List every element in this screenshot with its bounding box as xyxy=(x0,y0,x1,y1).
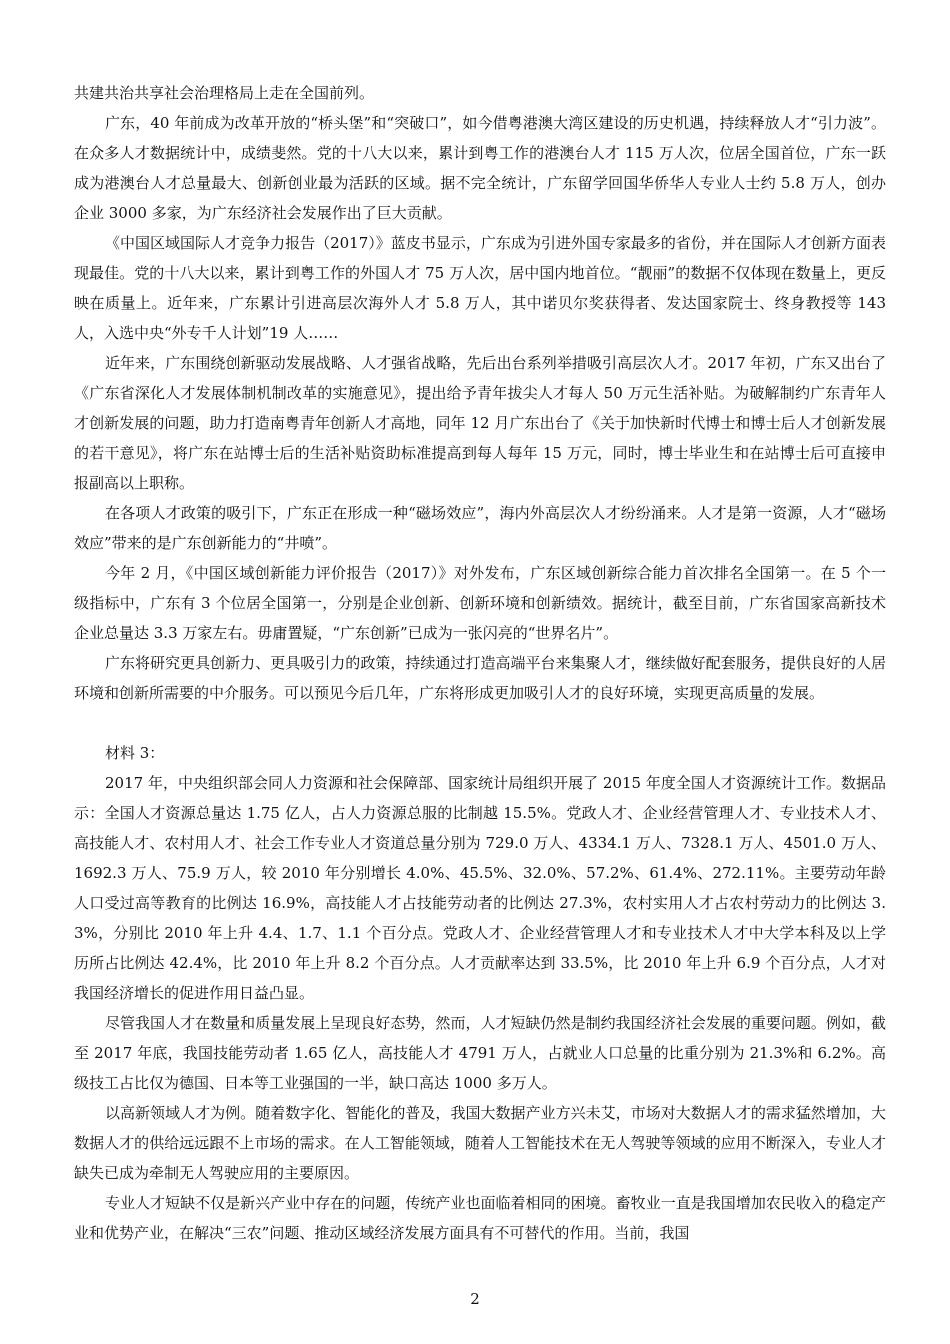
paragraph: 近年来，广东围绕创新驱动发展战略、人才强省战略，先后出台系列举措吸引高层次人才。2017 年初，广东又出台了《广东省深化人才发展体制机制改革的实施意见》，提出给予青年拔尖人才每人 50 万元生活补贴。为破解制约广东青年人才创新发展的问题，助力打造南粤青年创新人才高地，同年 12 月广东出台了《关于加快新时代博士和博士后人才创新发展的若干意见》，将广东在站博士后的生活补贴资助标准提高到每人每年 15 万元，同时，博士毕业生和在站博士后可直接申报副高以上职称。 xyxy=(74,354,886,492)
paragraph: 广东将研究更具创新力、更具吸引力的政策，持续通过打造高端平台来集聚人才，继续做好配套服务，提供良好的人居环境和创新所需要的中介服务。可以预见今后几年，广东将形成更加吸引人才的良好环境，实现更高质量的发展。 xyxy=(74,654,886,702)
material-label: 材料 3： xyxy=(105,744,165,762)
paragraph: 今年 2 月，《中国区域创新能力评价报告（2017）》对外发布，广东区域创新综合能力首次排名全国第一。在 5 个一级指标中，广东有 3 个位居全国第一，分别是企业创新、创新环境和创新绩效。据统计，截至目前，广东省国家高新技术企业总量达 3.3 万家左右。毋庸置疑，“广东创新”已成为一张闪亮的“世界名片”。 xyxy=(74,564,886,642)
document-body xyxy=(74,78,886,1248)
paragraph: 2017 年，中央组织部会同人力资源和社会保障部、国家统计局组织开展了 2015 年度全国人才资源统计工作。数据品示：全国人才资源总量达 1.75 亿人，占人力资源总服的比制越 15.5%。党政人才、企业经营管理人才、专业技术人才、高技能人才、农村用人才、社会工作专业人才资道总量分别为 729.0 万人、4334.1 万人、7328.1 万人、4501.0 万人、1692.3 万人、75.9 万人，较 2010 年分别增长 4.0%、45.5%、32.0%、57.2%、61.4%、272.11%。主要劳动年龄人口受过高等教育的比例达 16.9%，高技能人才占技能劳动者的比例达 27.3%，农村实用人才占农村劳动力的比例达 3.3%，分别比 2010 年上升 4.4、1.7、1.1 个百分点。党政人才、企业经营管理人才和专业技术人才中大学本科及以上学历所占比例达 42.4%，比 2010 年上升 8.2 个百分点。人才贡献率达到 33.5%，比 2010 年上升 6.9 个百分点，人才对我国经济增长的促进作用日益凸显。 xyxy=(74,774,886,1002)
page-number: 2 xyxy=(470,1290,480,1308)
paragraph: 广东，40 年前成为改革开放的“桥头堡”和“突破口”，如今借粤港澳大湾区建设的历史机遇，持续释放人才“引力波”。在众多人才数据统计中，成绩斐然。党的十八大以来，累计到粤工作的港澳台人才 115 万人次，位居全国首位，广东一跃成为港澳台人才总量最大、创新创业最为活跃的区域。据不完全统计，广东留学回国华侨华人专业人士约 5.8 万人，创办企业 3000 多家，为广东经济社会发展作出了巨大贡献。 xyxy=(74,114,886,222)
paragraph: 尽管我国人才在数量和质量发展上呈现良好态势，然而，人才短缺仍然是制约我国经济社会发展的重要问题。例如，截至 2017 年底，我国技能劳动者 1.65 亿人，高技能人才 4791 万人，占就业人口总量的比重分别为 21.3%和 6.2%。高级技工占比仅为德国、日本等工业强国的一半，缺口高达 1000 多万人。 xyxy=(74,1014,886,1092)
paragraph: 《中国区域国际人才竞争力报告（2017）》蓝皮书显示，广东成为引进外国专家最多的省份，并在国际人才创新方面表现最佳。党的十八大以来，累计到粤工作的外国人才 75 万人次，居中国内地首位。“靓丽”的数据不仅体现在数量上，更反映在质量上。近年来，广东累计引进高层次海外人才 5.8 万人，其中诺贝尔奖获得者、发达国家院士、终身教授等 143 人，入选中央“外专千人计划”19 人…… xyxy=(74,234,886,342)
paragraph: 在各项人才政策的吸引下，广东正在形成一种“磁场效应”，海内外高层次人才纷纷涌来。人才是第一资源，人才“磁场效应”带来的是广东创新能力的“井喷”。 xyxy=(74,504,886,552)
paragraph: 以高新领域人才为例。随着数字化、智能化的普及，我国大数据产业方兴未艾，市场对大数据人才的需求猛然增加，大数据人才的供给远远跟不上市场的需求。在人工智能领域，随着人工智能技术在无人驾驶等领域的应用不断深入，专业人才缺失已成为牵制无人驾驶应用的主要原因。 xyxy=(74,1104,886,1182)
paragraph-continuation: 共建共治共享社会治理格局上走在全国前列。 xyxy=(74,84,375,102)
section-spacer xyxy=(74,708,886,738)
paragraph: 专业人才短缺不仅是新兴产业中存在的问题，传统产业也面临着相同的困境。畜牧业一直是我国增加农民收入的稳定产业和优势产业，在解决“三农”问题、推动区域经济发展方面具有不可替代的作用。当前，我国 xyxy=(74,1194,886,1242)
